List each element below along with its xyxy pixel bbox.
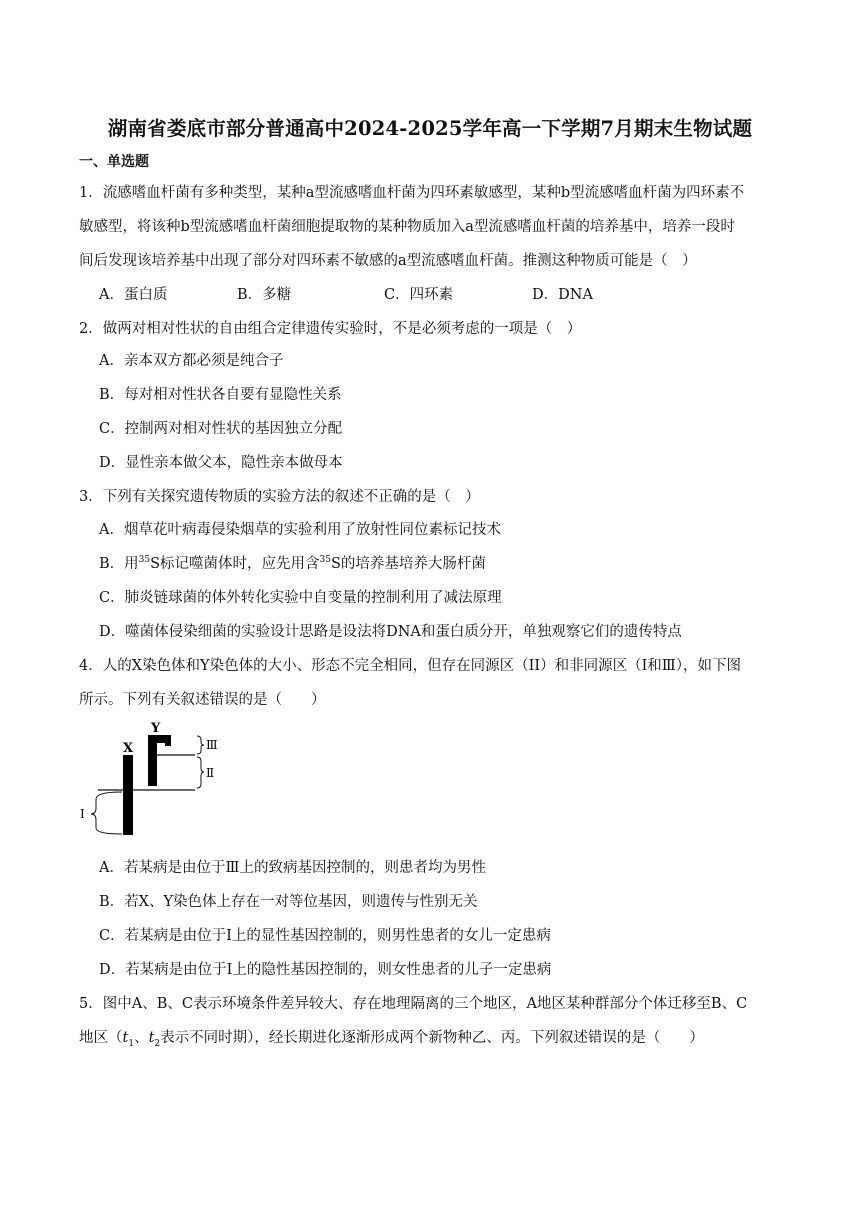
x-chromosome-bar (123, 755, 133, 835)
q3-option-b-sup1: 35 (138, 555, 151, 566)
q3-option-d: D．噬菌体侵染细菌的实验设计思路是设法将DNA和蛋白质分开，单独观察它们的遗传特点 (99, 624, 682, 640)
q2-option-d: D．显性亲本做父本，隐性亲本做母本 (99, 455, 343, 471)
q3-option-b-post: S的培养基培养大肠杆菌 (331, 556, 486, 572)
q4-stem-line-2: 所示。下列有关叙述错误的是（ ） (79, 692, 326, 708)
q3-option-b-sup2: 35 (319, 555, 331, 566)
page-title: 湖南省娄底市部分普通高中2024-2025学年高一下学期7月期末生物试题 (107, 117, 753, 140)
section-heading: 一、单选题 (79, 154, 149, 170)
q3-option-b-pre: B．用 (99, 556, 139, 572)
q4-option-c: C．若某病是由位于I上的显性基因控制的，则男性患者的女儿一定患病 (99, 928, 551, 944)
q5-t2-sub: 2 (154, 1038, 161, 1049)
q3-option-b (99, 552, 486, 573)
q2-stem: 2．做两对相对性状的自由组合定律遗传实验时，不是必须考虑的一项是（ ） (79, 321, 582, 337)
region-3-label: Ⅲ (206, 738, 218, 752)
brace-region-3-icon (197, 736, 204, 754)
q5-t1-sub: 1 (128, 1038, 135, 1049)
q5-stem-line-2 (79, 1026, 704, 1047)
q1-options (99, 283, 593, 304)
y-chromosome-hook-end (165, 735, 171, 746)
q2-option-b: B．每对相对性状各自要有显隐性关系 (99, 387, 342, 403)
q4-stem-line-1: 4．人的X染色体和Y染色体的大小、形态不完全相同，但存在同源区（II）和非同源区（I和Ⅲ），如下图 (79, 658, 742, 674)
q4-option-a: A．若某病是由位于Ⅲ上的致病基因控制的，则患者均为男性 (99, 860, 486, 876)
xy-chromosome-figure (76, 716, 236, 838)
q1-stem-line-2: 敏感型，将该种b型流感嗜血杆菌细胞提取物的某种物质加入a型流感嗜血杆菌的培养基中，培养一段时 (79, 219, 735, 235)
q5-t2: t (148, 1030, 155, 1046)
q1-option-d: D．DNA (532, 287, 593, 303)
q2-option-c: C．控制两对相对性状的基因独立分配 (99, 421, 343, 437)
region-1-label: I (80, 807, 85, 821)
q5-stem-line-1: 5．图中A、B、C表示环境条件差异较大、存在地理隔离的三个地区，A地区某种群部分个体迁移至B、C (79, 996, 748, 1012)
q5-line2-post: 表示不同时期），经长期进化逐渐形成两个新物种乙、丙。下列叙述错误的是（ ） (160, 1030, 704, 1046)
q4-option-d: D．若某病是由位于I上的隐性基因控制的，则女性患者的儿子一定患病 (99, 962, 552, 978)
q1-option-c: C．四环素 (384, 287, 454, 303)
q1-stem-line-3: 间后发现该培养基中出现了部分对四环素不敏感的a型流感嗜血杆菌。推测这种物质可能是（ ） (79, 253, 697, 269)
q2-option-a: A．亲本双方都必须是纯合子 (99, 353, 284, 369)
y-label: Y (151, 721, 161, 736)
q5-t1: t (122, 1030, 129, 1046)
q5-line2-pre: 地区（ (79, 1030, 123, 1046)
q5-sep: 、 (134, 1030, 149, 1046)
q3-option-c: C．肺炎链球菌的体外转化实验中自变量的控制利用了减法原理 (99, 590, 502, 606)
x-label: X (123, 741, 134, 756)
brace-region-1-icon (91, 792, 122, 834)
q4-option-b: B．若X、Y染色体上存在一对等位基因，则遗传与性别无关 (99, 894, 478, 910)
q1-option-b: B．多糖 (237, 287, 292, 303)
q1-stem-line-1: 1．流感嗜血杆菌有多种类型，某种a型流感嗜血杆菌为四环素敏感型，某种b型流感嗜血杆菌为四环素不 (79, 185, 745, 201)
brace-region-2-icon (197, 757, 204, 788)
q3-stem: 3．下列有关探究遗传物质的实验方法的叙述不正确的是（ ） (79, 489, 480, 505)
q3-option-b-mid: S标记噬菌体时，应先用含 (150, 556, 320, 572)
q3-option-a: A．烟草花叶病毒侵染烟草的实验利用了放射性同位素标记技术 (99, 522, 501, 538)
q1-option-a: A．蛋白质 (99, 287, 168, 303)
region-2-label: Ⅱ (206, 766, 215, 780)
